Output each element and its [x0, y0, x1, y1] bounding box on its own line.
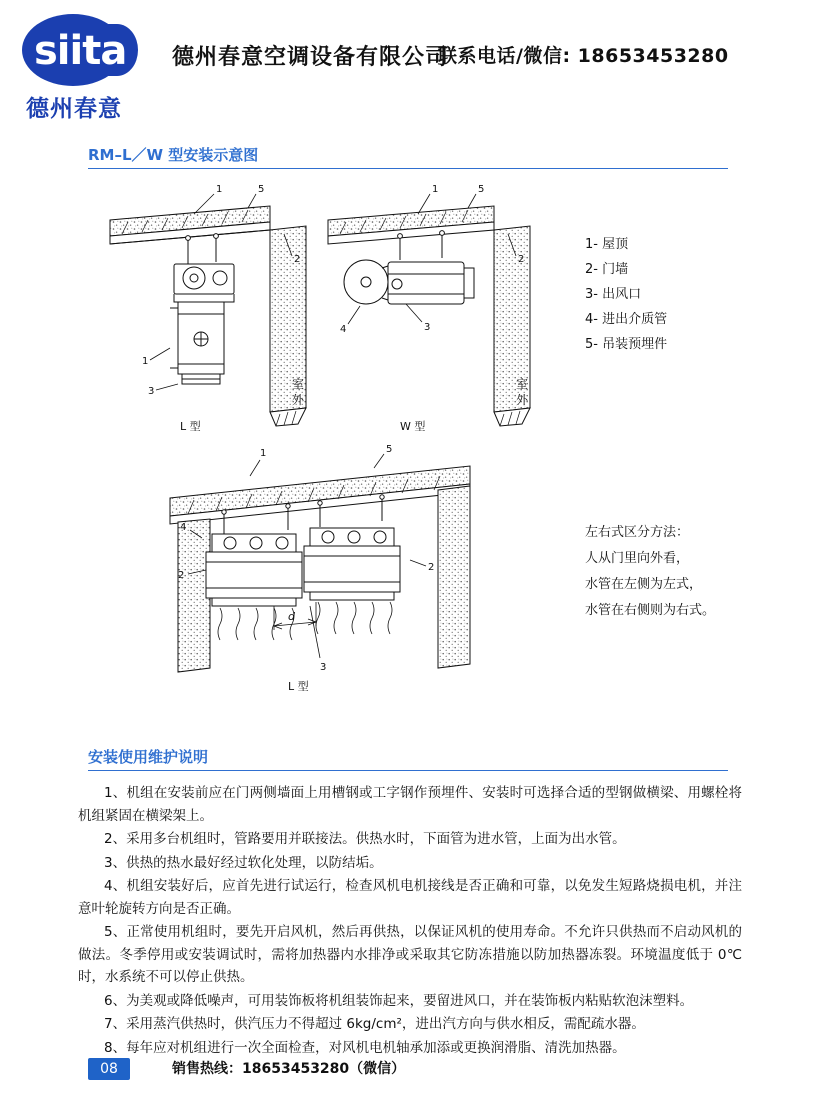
svg-text:1: 1: [432, 184, 439, 195]
svg-text:L 型: L 型: [180, 420, 201, 433]
instruction-item: 1、机组在安装前应在门两侧墙面上用槽钢或工字钢作预埋件、安装时可选择合适的型钢做横梁、用螺栓将机组紧固在横梁架上。: [78, 785, 742, 824]
note-line-3: 水管在左侧为左式，: [585, 577, 703, 592]
svg-text:1: 1: [142, 356, 149, 367]
company-logo: [22, 14, 148, 122]
svg-text:d: d: [288, 610, 295, 623]
instruction-item: 4、机组安装好后，应首先进行试运行，检查风机电机接线是否正确和可靠，以免发生短路烧损电机，并注意叶轮旋转方向是否正确。: [78, 878, 742, 917]
svg-text:5: 5: [258, 184, 265, 195]
svg-text:2: 2: [428, 562, 435, 573]
instruction-item: 2、采用多台机组时，管路要用并联接法。供热水时，下面管为进水管，上面为出水管。: [104, 831, 626, 847]
company-name: 德州春意空调设备有限公司: [172, 45, 449, 70]
svg-text:1: 1: [216, 184, 223, 195]
note-line-4: 水管在右侧则为右式。: [585, 603, 716, 618]
note-line-2: 人从门里向外看，: [585, 551, 690, 566]
legend-item-5: 5- 吊装预埋件: [585, 337, 668, 352]
logo-wordmark: siita: [34, 28, 127, 74]
svg-text:3: 3: [424, 322, 431, 333]
svg-text:3: 3: [148, 386, 155, 397]
svg-text:4: 4: [180, 522, 187, 533]
instruction-item: 6、为美观或降低噪声，可用装饰板将机组装饰起来，要留进风口，并在装饰板内粘贴软泡沫塑料。: [104, 992, 694, 1009]
svg-text:L 型: L 型: [288, 680, 309, 693]
page-header: [0, 0, 816, 120]
instructions-body: [78, 782, 742, 1060]
legend-item-4: 4- 进出介质管: [585, 312, 668, 327]
contact-phone: 联系电话/微信: 18653453280: [438, 45, 729, 67]
svg-text:2: 2: [294, 254, 301, 265]
legend-item-1: 1- 屋顶: [585, 237, 629, 252]
instruction-item: 3、供热的热水最好经过软化处理，以防结垢。: [104, 854, 383, 871]
note-line-1: 左右式区分方法：: [585, 525, 690, 540]
svg-text:室: 室: [292, 377, 305, 391]
svg-text:室: 室: [516, 377, 529, 391]
svg-text:2: 2: [518, 254, 525, 265]
svg-text:3: 3: [320, 662, 327, 673]
svg-text:5: 5: [478, 184, 485, 195]
instructions-section-title: 安装使用维护说明: [88, 748, 209, 766]
legend-item-3: 3- 出风口: [585, 287, 642, 302]
svg-text:5: 5: [386, 444, 393, 455]
diagram-note: [585, 520, 715, 624]
diagram-section-title: RM–L／W 型安装示意图: [88, 146, 259, 164]
instructions-section-divider: [88, 770, 728, 771]
instruction-item: 7、采用蒸汽供热时，供汽压力不得超过 6kg/cm²，进出汽方向与供水相反，需配疏水器。: [104, 1016, 645, 1032]
svg-text:1: 1: [260, 448, 267, 459]
diagram-legend: [585, 232, 667, 357]
legend-item-2: 2- 门墙: [585, 262, 629, 277]
svg-text:外: 外: [516, 393, 529, 407]
instruction-item: 5、正常使用机组时，要先开启风机，然后再供热，以保证风机的使用寿命。不允许只供热而不启动风机的做法。冬季停用或安装调试时，需将加热器内水排净或采取其它防冻措施以防加热器冻裂。环境温度低于 0℃时，水系统不可以停止供热。: [78, 924, 742, 985]
svg-text:W 型: W 型: [400, 420, 426, 433]
logo-subtitle: 德州春意: [26, 96, 122, 122]
svg-text:2: 2: [178, 570, 185, 581]
instruction-item: 8、每年应对机组进行一次全面检查，对风机电机轴承加添或更换润滑脂、清洗加热器。: [104, 1039, 626, 1056]
svg-text:外: 外: [292, 393, 305, 407]
footer-hotline: 销售热线：18653453280（微信）: [172, 1061, 406, 1077]
svg-text:4: 4: [340, 324, 347, 335]
diagram-section-divider: [88, 168, 728, 169]
page-number-badge: 08: [88, 1058, 130, 1080]
